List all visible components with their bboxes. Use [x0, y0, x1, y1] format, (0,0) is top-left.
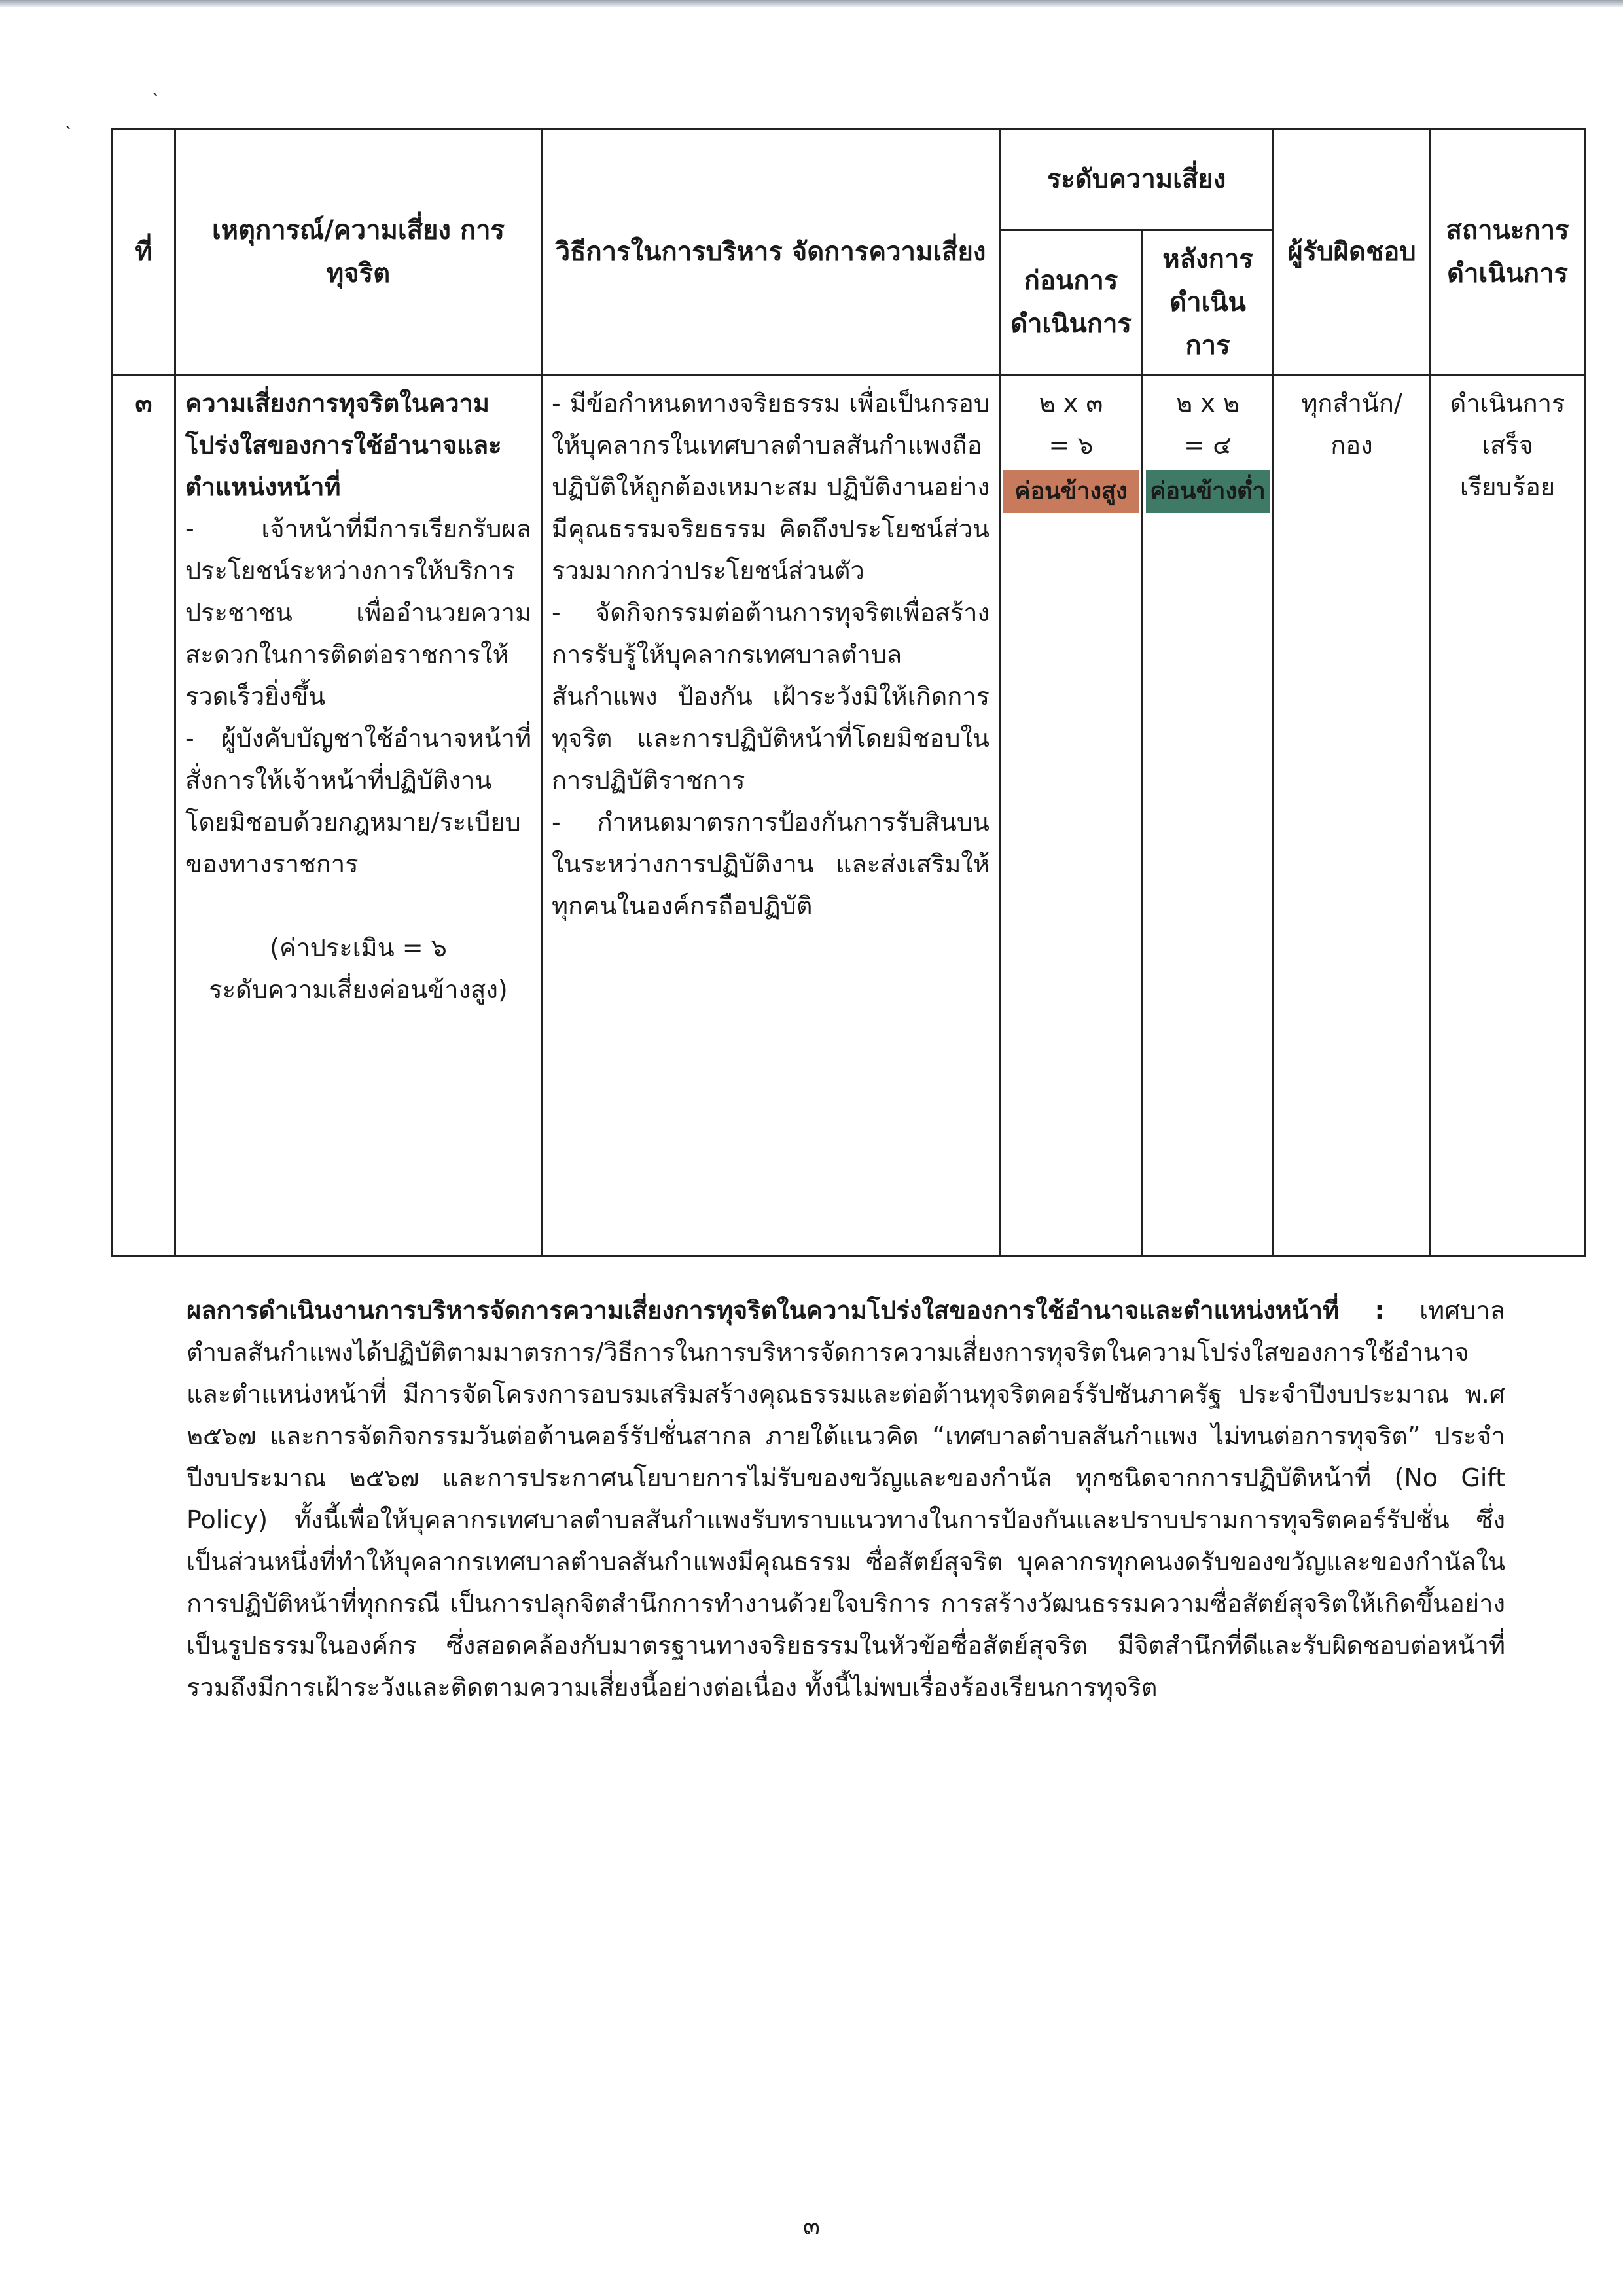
row-number: ๓	[113, 375, 175, 1256]
result-body: เทศบาลตำบลสันกำแพงได้ปฏิบัติตามมาตรการ/วิธีการในการบริหารจัดการความเสี่ยงการทุจริตในความโปร่งใสของการใช้อำนาจและตำแหน่งหน้าที่ มีการจัดโครงการอบรมเสริมสร้างคุณธรรมและต่อต้านทุจริตคอร์รัปชันภาครัฐ ประจำปีงบประมาณ พ.ศ ๒๕๖๗ และการจัดกิจกรรมวันต่อต้านคอร์รัปชั่นสากล ภายใต้แนวคิด “เทศบาลตำบลสันกำแพง ไม่ทนต่อการทุจริต” ประจำปีงบประมาณ ๒๕๖๗ และการประกาศนโยบายการไม่รับของขวัญและของกำนัล ทุกชนิดจากการปฏิบัติหน้าที่ (No Gift Policy) ทั้งนี้เพื่อให้บุคลากรเทศบาลตำบลสันกำแพงรับทราบแนวทางในการป้องกันและปราบปรามการทุจริตคอร์รัปชั่น ซึ่งเป็นส่วนหนึ่งที่ทำให้บุคลากรเทศบาลตำบลสันกำแพงมีคุณธรรม ซื่อสัตย์สุจริต บุคลากรทุกคนงดรับของขวัญและของกำนัลในการปฏิบัติหน้าที่ทุกกรณี เป็นการปลุกจิตสำนึกการทำงานด้วยใจบริการ การสร้างวัฒนธรรมความซื่อสัตย์สุจริตให้เกิดขึ้นอย่างเป็นรูปธรรมในองค์กร ซึ่งสอดคล้องกับมาตรฐานทางจริยธรรมในหัวข้อซื่อสัตย์สุจริต มีจิตสำนึกที่ดีและรับผิดชอบต่อหน้าที่ รวมถึงมีการเฝ้าระวังและติดตามความเสี่ยงนี้อย่างต่อเนื่อง ทั้งนี้ไม่พบเรื่องร้องเรียนการทุจริต	[187, 1296, 1505, 1702]
status-line-1: ดำเนินการ	[1450, 389, 1565, 418]
status-line-2: เสร็จเรียบร้อย	[1459, 431, 1556, 501]
before-cell	[1000, 375, 1143, 1256]
table-header-row	[113, 129, 1585, 230]
scan-edge	[0, 0, 1623, 7]
method-cell	[542, 375, 1000, 1256]
method-item-1: - มีข้อกำหนดทางจริยธรรม เพื่อเป็นกรอบให้บุคลากรในเทศบาลตำบลสันกำแพงถือปฏิบัติให้ถูกต้องเหมาะสม ปฏิบัติงานอย่างมีคุณธรรมจริยธรรม คิดถึงประโยชน์ส่วนรวมมากกว่าประโยชน์ส่วนตัว	[552, 389, 990, 585]
assessment-note-line-2: ระดับความเสี่ยงค่อนข้างสูง)	[209, 975, 508, 1004]
event-title: ความเสี่ยงการทุจริตในความโปร่งใสของการใช้อำนาจและตำแหน่งหน้าที่	[185, 389, 502, 501]
header-no: ที่	[113, 129, 175, 375]
header-status: สถานะการ ดำเนินการ	[1431, 129, 1585, 375]
owner-line-2: กอง	[1330, 431, 1373, 459]
after-result: = ๔	[1184, 431, 1232, 459]
risk-badge-high: ค่อนข้างสูง	[1003, 470, 1139, 513]
method-item-2: - จัดกิจกรรมต่อต้านการทุจริตเพื่อสร้างการรับรู้ให้บุคลากรเทศบาลตำบลสันกำแพง ป้องกัน เฝ้าระวังมิให้เกิดการทุจริต และการปฏิบัติหน้าที่โดยมิชอบในการปฏิบัติราชการ	[552, 598, 990, 795]
event-cell	[175, 375, 542, 1256]
status-cell	[1431, 375, 1585, 1256]
owner-cell	[1274, 375, 1431, 1256]
before-calc: ๒ x ๓	[1039, 389, 1103, 418]
header-before: ก่อนการ ดำเนินการ	[1000, 230, 1143, 375]
header-method: วิธีการในการบริหาร จัดการความเสี่ยง	[542, 129, 1000, 375]
header-after: หลังการ ดำเนินการ	[1143, 230, 1274, 375]
table-row	[113, 375, 1585, 1256]
after-calc: ๒ x ๒	[1176, 389, 1240, 418]
after-cell	[1143, 375, 1274, 1256]
header-risk-level: ระดับความเสี่ยง	[1000, 129, 1274, 230]
result-heading: ผลการดำเนินงานการบริหารจัดการความเสี่ยงการทุจริตในความโปร่งใสของการใช้อำนาจและตำแหน่งหน้าที่ :	[187, 1296, 1385, 1325]
assessment-note	[185, 927, 531, 1011]
event-item-1: - เจ้าหน้าที่มีการเรียกรับผลประโยชน์ระหว่างการให้บริการประชาชน เพื่ออำนวยความสะดวกในการติดต่อราชการให้รวดเร็วยิ่งขึ้น	[185, 514, 531, 711]
event-item-2: - ผู้บังคับบัญชาใช้อำนาจหน้าที่สั่งการให้เจ้าหน้าที่ปฏิบัติงานโดยมิชอบด้วยกฎหมาย/ระเบียบของทางราชการ	[185, 724, 531, 878]
scan-speck: ˋ	[64, 123, 73, 145]
before-result: = ๖	[1048, 431, 1094, 459]
header-event: เหตุการณ์/ความเสี่ยง การทุจริต	[175, 129, 542, 375]
result-section	[187, 1289, 1505, 1708]
method-item-3: - กำหนดมาตรการป้องกันการรับสินบน ในระหว่างการปฏิบัติงาน และส่งเสริมให้ทุกคนในองค์กรถือปฏิบัติ	[552, 808, 990, 920]
risk-table	[111, 128, 1586, 1257]
scan-speck: ˋ	[152, 90, 161, 112]
assessment-note-line-1: (ค่าประเมิน = ๖	[270, 933, 447, 962]
header-owner: ผู้รับผิดชอบ	[1274, 129, 1431, 375]
page-number: ๓	[803, 2212, 820, 2240]
owner-line-1: ทุกสำนัก/	[1301, 389, 1402, 418]
risk-badge-low: ค่อนข้างต่ำ	[1146, 470, 1270, 513]
